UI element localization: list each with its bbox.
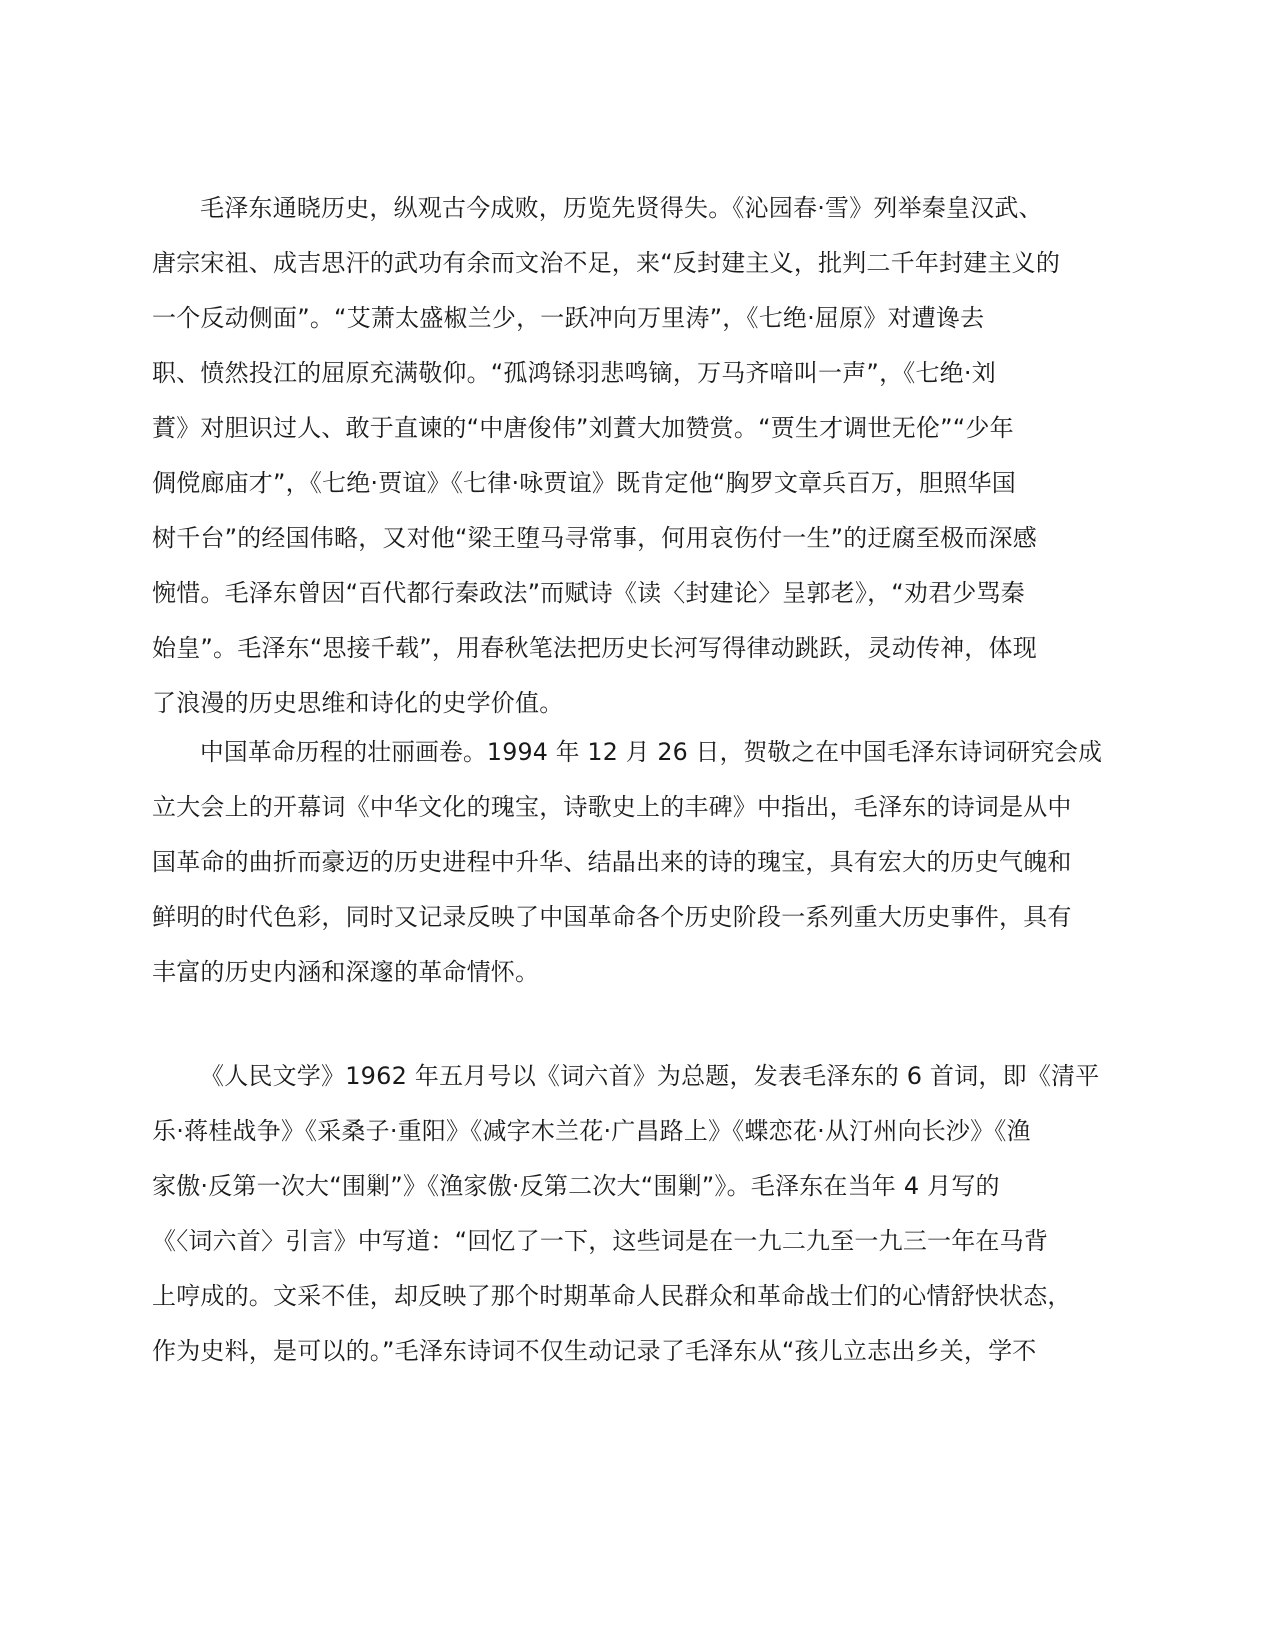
text-line: 上哼成的。文采不佳，却反映了那个时期革命人民群众和革命战士们的心情舒快状态， [152, 1282, 1072, 1310]
text-line: 唐宗宋祖、成吉思汗的武功有余而文治不足，来“反封建主义，批判二千年封建主义的 [152, 249, 1061, 277]
text-line: 立大会上的开幕词《中华文化的瑰宝，诗歌史上的丰碑》中指出，毛泽东的诗词是从中 [152, 793, 1072, 821]
text-line: 鲜明的时代色彩，同时又记录反映了中国革命各个历史阶段一系列重大历史事件，具有 [152, 903, 1072, 931]
text-line: 树千台”的经国伟略，又对他“梁王堕马寻常事，何用哀伤付一生”的迂腐至极而深感 [152, 524, 1037, 552]
text-line: 毛泽东通晓历史，纵观古今成败，历览先贤得失。《沁园春·雪》列举秦皇汉武、 [200, 194, 1043, 222]
text-line: 丰富的历史内涵和深邃的革命情怀。 [152, 958, 540, 986]
text-line: 倜傥廊庙才”，《七绝·贾谊》《七律·咏贾谊》既肯定他“胸罗文章兵百万，胆照华国 [152, 469, 1016, 497]
text-line: 一个反动侧面”。“艾萧太盛椒兰少，一跃冲向万里涛”，《七绝·屈原》对遭谗去 [152, 304, 985, 332]
text-line: 惋惜。毛泽东曾因“百代都行秦政法”而赋诗《读〈封建论〉呈郭老》，“劝君少骂秦 [152, 579, 1025, 607]
text-line: 中国革命历程的壮丽画卷。1994 年 12 月 26 日，贺敬之在中国毛泽东诗词研究会成 [200, 738, 1103, 766]
text-line: 了浪漫的历史思维和诗化的史学价值。 [152, 689, 564, 717]
text-line: 蕡》对胆识过人、敢于直谏的“中唐俊伟”刘蕡大加赞赏。“贾生才调世无伦”“少年 [152, 414, 1014, 442]
text-line: 作为史料，是可以的。”毛泽东诗词不仅生动记录了毛泽东从“孩儿立志出乡关，学不 [152, 1337, 1037, 1365]
text-line: 职、愤然投江的屈原充满敬仰。“孤鸿铩羽悲鸣镝，万马齐喑叫一声”，《七绝·刘 [152, 359, 996, 387]
text-line: 始皇”。毛泽东“思接千载”，用春秋笔法把历史长河写得律动跳跃，灵动传神，体现 [152, 634, 1037, 662]
text-line: 《〈词六首〉引言》中写道：“回忆了一下，这些词是在一九二九至一九三一年在马背 [152, 1227, 1049, 1255]
text-line: 国革命的曲折而豪迈的历史进程中升华、结晶出来的诗的瑰宝，具有宏大的历史气魄和 [152, 848, 1072, 876]
text-line: 《人民文学》1962 年五月号以《词六首》为总题，发表毛泽东的 6 首词，即《清平 [200, 1062, 1100, 1090]
text-line: 乐·蒋桂战争》《采桑子·重阳》《减字木兰花·广昌路上》《蝶恋花·从汀州向长沙》《渔 [152, 1117, 1031, 1145]
text-line: 家傲·反第一次大“围剿”》《渔家傲·反第二次大“围剿”》。毛泽东在当年 4 月写的 [152, 1172, 1000, 1200]
